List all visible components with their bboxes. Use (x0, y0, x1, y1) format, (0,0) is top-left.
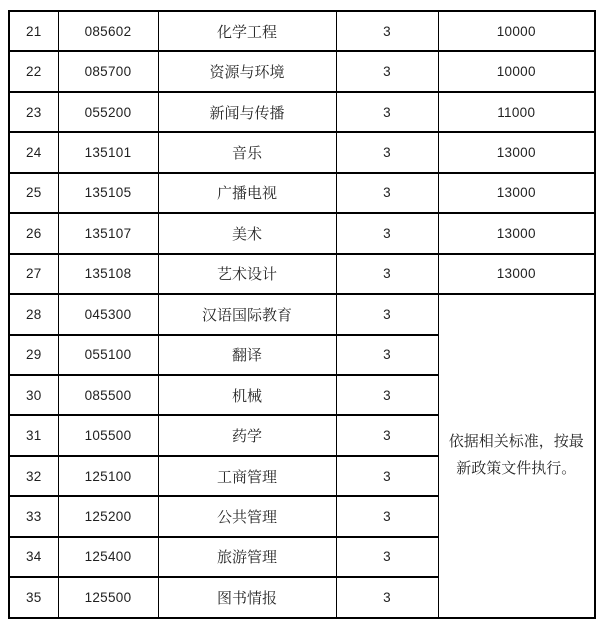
fee-cell: 11000 (438, 92, 595, 132)
major-cell: 翻译 (158, 335, 336, 375)
table-row (9, 254, 595, 294)
table-row (9, 51, 595, 91)
row-number-cell: 31 (9, 415, 58, 455)
major-cell: 艺术设计 (158, 254, 336, 294)
code-cell: 085500 (58, 375, 158, 415)
table-row (9, 92, 595, 132)
table-row (9, 213, 595, 253)
code-cell: 135108 (58, 254, 158, 294)
row-number-cell: 25 (9, 173, 58, 213)
code-cell: 105500 (58, 415, 158, 455)
row-number-cell: 35 (9, 577, 58, 617)
row-number-cell: 21 (9, 11, 58, 51)
code-cell: 135105 (58, 173, 158, 213)
fee-note-cell (438, 294, 595, 618)
years-cell: 3 (336, 335, 438, 375)
years-cell: 3 (336, 213, 438, 253)
major-cell: 旅游管理 (158, 537, 336, 577)
code-cell: 045300 (58, 294, 158, 334)
row-number-cell: 30 (9, 375, 58, 415)
major-cell: 广播电视 (158, 173, 336, 213)
major-cell: 美术 (158, 213, 336, 253)
row-number-cell: 23 (9, 92, 58, 132)
fee-cell: 13000 (438, 213, 595, 253)
table-row (9, 173, 595, 213)
years-cell: 3 (336, 537, 438, 577)
fee-cell: 13000 (438, 173, 595, 213)
years-cell: 3 (336, 132, 438, 172)
code-cell: 125500 (58, 577, 158, 617)
years-cell: 3 (336, 375, 438, 415)
code-cell: 125200 (58, 496, 158, 536)
row-number-cell: 34 (9, 537, 58, 577)
years-cell: 3 (336, 456, 438, 496)
years-cell: 3 (336, 51, 438, 91)
fee-cell: 13000 (438, 132, 595, 172)
code-cell: 085700 (58, 51, 158, 91)
years-cell: 3 (336, 415, 438, 455)
row-number-cell: 26 (9, 213, 58, 253)
table-row (9, 11, 595, 51)
years-cell: 3 (336, 173, 438, 213)
code-cell: 055200 (58, 92, 158, 132)
row-number-cell: 33 (9, 496, 58, 536)
major-cell: 机械 (158, 375, 336, 415)
major-cell: 图书情报 (158, 577, 336, 617)
major-cell: 工商管理 (158, 456, 336, 496)
code-cell: 135107 (58, 213, 158, 253)
table-row (9, 132, 595, 172)
years-cell: 3 (336, 577, 438, 617)
major-cell: 新闻与传播 (158, 92, 336, 132)
fee-note-line: 新政策文件执行。 (456, 460, 577, 477)
row-number-cell: 32 (9, 456, 58, 496)
years-cell: 3 (336, 254, 438, 294)
major-cell: 汉语国际教育 (158, 294, 336, 334)
years-cell: 3 (336, 11, 438, 51)
row-number-cell: 29 (9, 335, 58, 375)
code-cell: 125100 (58, 456, 158, 496)
code-cell: 085602 (58, 11, 158, 51)
fee-cell: 10000 (438, 51, 595, 91)
row-number-cell: 28 (9, 294, 58, 334)
major-cell: 药学 (158, 415, 336, 455)
row-number-cell: 27 (9, 254, 58, 294)
row-number-cell: 24 (9, 132, 58, 172)
years-cell: 3 (336, 294, 438, 334)
major-cell: 音乐 (158, 132, 336, 172)
table-row (9, 294, 595, 334)
code-cell: 125400 (58, 537, 158, 577)
major-cell: 公共管理 (158, 496, 336, 536)
row-number-cell: 22 (9, 51, 58, 91)
tuition-table (8, 10, 596, 619)
fee-cell: 10000 (438, 11, 595, 51)
years-cell: 3 (336, 496, 438, 536)
code-cell: 135101 (58, 132, 158, 172)
major-cell: 资源与环境 (158, 51, 336, 91)
code-cell: 055100 (58, 335, 158, 375)
fee-cell: 13000 (438, 254, 595, 294)
fee-note-line: 依据相关标准，按最 (448, 433, 584, 450)
years-cell: 3 (336, 92, 438, 132)
major-cell: 化学工程 (158, 11, 336, 51)
